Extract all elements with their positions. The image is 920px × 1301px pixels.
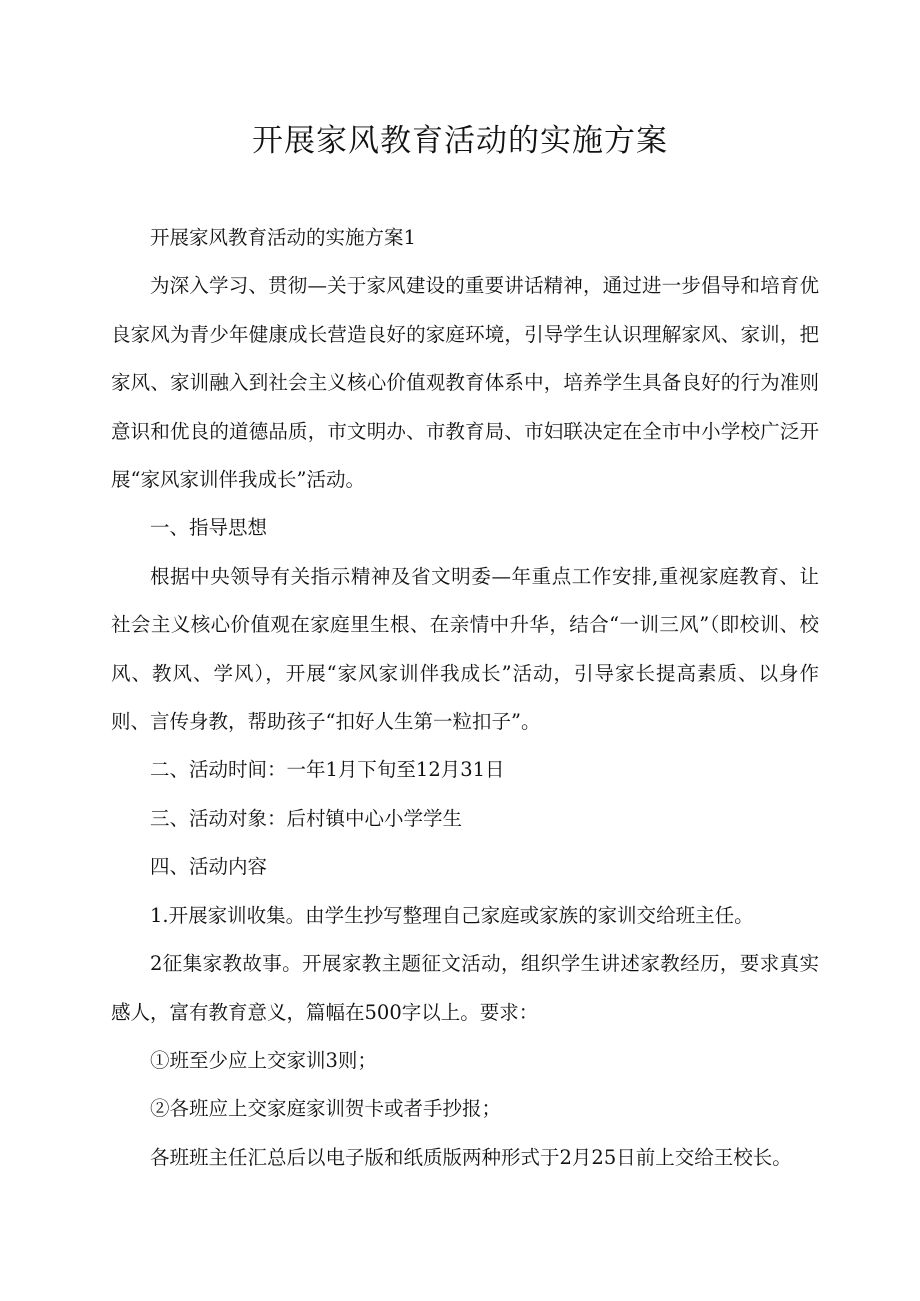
- list-item-family-motto-collection: 1.开展家训收集。由学生抄写整理自己家庭或家族的家训交给班主任。: [150, 903, 754, 927]
- document-title: 开展家风教育活动的实施方案: [252, 123, 668, 159]
- list-item-family-story-collection: 2征集家教故事。开展家教主题征文活动，组织学生讲述家教经历，要求真实感人，富有教育意义，篇幅在500字以上。要求：: [111, 952, 819, 1024]
- paragraph-guiding-ideology: 根据中央领导有关指示精神及省文明委—年重点工作安排,重视家庭教育、让社会主义核心价值观在家庭里生根、在亲情中升华，结合“一训三风”（即校训、校风、教风、学风），开展“家风家训伴我成长”活动，引导家长提高素质、以身作则、言传身教，帮助孩子“扣好人生第一粒扣子”。: [111, 564, 819, 734]
- paragraph-intro: 为深入学习、贯彻—关于家风建设的重要讲话精神，通过进一步倡导和培育优良家风为青少年健康成长营造良好的家庭环境，引导学生认识理解家风、家训，把家风、家训融入到社会主义核心价值观教育体系中，培养学生具备良好的行为准则意识和优良的道德品质，市文明办、市教育局、市妇联决定在全市中小学校广泛开展“家风家训伴我成长”活动。: [111, 274, 819, 492]
- paragraph-subtitle: 开展家风教育活动的实施方案1: [150, 226, 416, 249]
- heading-activity-content: 四、活动内容: [150, 855, 268, 879]
- document-body: [111, 214, 819, 1182]
- paragraph-submission: 各班班主任汇总后以电子版和纸质版两种形式于2月25日前上交给王校长。: [150, 1145, 792, 1169]
- heading-activity-time: 二、活动时间：一年1月下旬至12月31日: [150, 758, 505, 782]
- requirement-item-2: ②各班应上交家庭家训贺卡或者手抄报；: [150, 1097, 502, 1121]
- heading-guiding-ideology: 一、指导思想: [150, 516, 268, 540]
- heading-activity-target: 三、活动对象：后村镇中心小学学生: [150, 806, 463, 830]
- requirement-item-1: ①班至少应上交家训3则；: [150, 1048, 377, 1072]
